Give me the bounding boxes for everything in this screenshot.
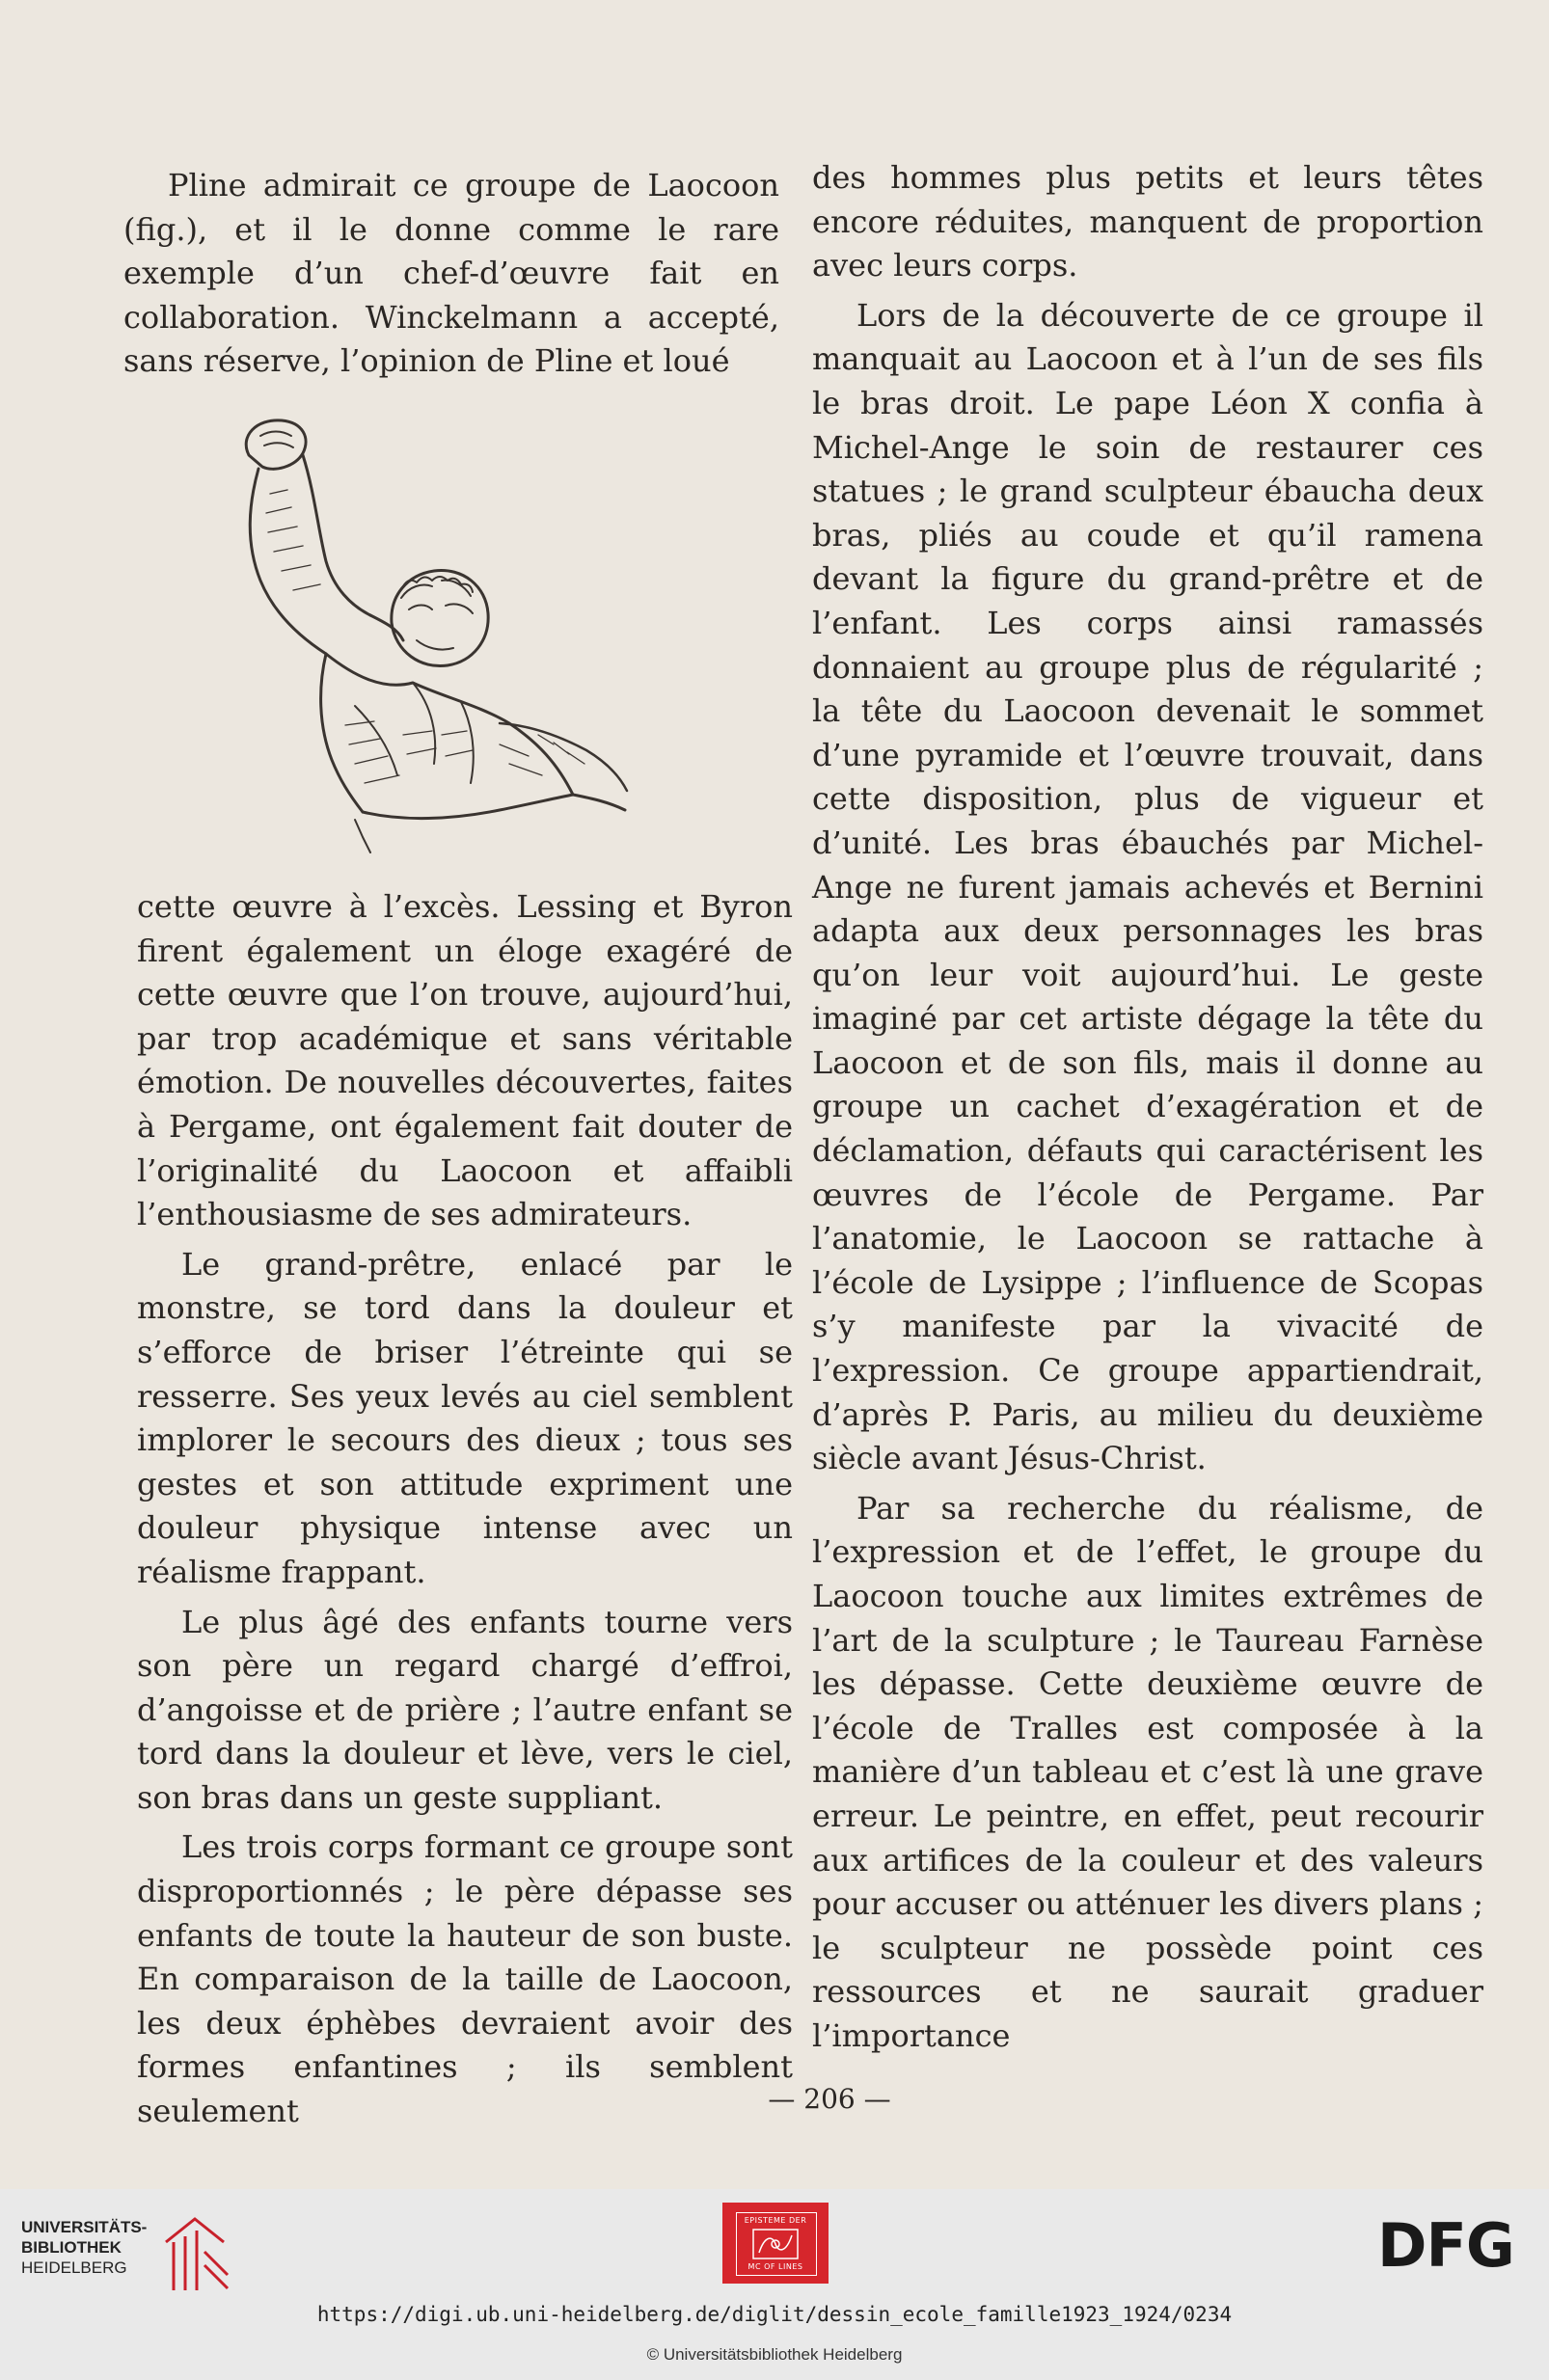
right-column [812, 156, 1483, 2059]
library-name-line: HEIDELBERG [21, 2258, 127, 2277]
left-column-bottom [137, 885, 793, 2134]
paragraph: des hommes plus petits et leurs têtes encore réduites, manquent de proportion avec leurs corps. [812, 159, 1483, 284]
page-number: — 206 — [768, 2083, 891, 2115]
university-library-logo[interactable] [21, 2213, 233, 2294]
laocoon-sculpture-illustration [210, 417, 700, 856]
project-logo[interactable] [722, 2203, 829, 2284]
library-name-line: BIBLIOTHEK [21, 2238, 122, 2257]
logo-caption-bottom: MC OF LINES [747, 2262, 803, 2271]
logo-emblem-icon [751, 2228, 800, 2260]
paragraph: Lors de la découverte de ce groupe il manquait au Laocoon et à l’un de ses fils le bras droit. Le pape Léon X confia à Michel-Ange le soin de restaurer ces statues ; le grand sculpteur ébaucha deux bras, pliés au coude et qu’il ramena devant la figure du grand-prêtre et de l’enfant. Les corps ainsi ramassés donnaient au groupe plus de régularité ; la tête du Laocoon devenait le sommet d’une pyramide et l’œuvre trouvait, dans cette disposition, plus de vigueur et d’unité. Les bras ébauchés par Michel-Ange ne furent jamais achevés et Bernini adapta aux deux personnages les bras qu’on leur voit aujourd’hui. Le geste imaginé par cet artiste dégage la tête du Laocoon et de son fils, mais il donne au groupe un cachet d’exagération et de déclamation, défauts qui caractérisent les œuvres de l’école de Pergame. Par l’anatomie, le Laocoon se rattache à l’école de Lysippe ; l’influence de Scopas s’y manifeste par la vivacité de l’expression. Ce groupe appartiendrait, d’après P. Paris, au milieu du deuxième siècle avant Jésus-Christ. [812, 296, 1483, 1477]
paragraph: Les trois corps formant ce groupe sont disproportionnés ; le père dépasse ses enfants de toute la hauteur de son buste. En comparaison de la taille de Laocoon, les deux éphèbes devraient avoir des formes enfantines ; ils semblent seulement [137, 1828, 793, 2130]
logo-caption-top: EPISTEME DER [744, 2216, 807, 2225]
left-column-top [123, 164, 779, 384]
dfg-logo[interactable]: DFG [1377, 2210, 1514, 2281]
library-name-line: UNIVERSITÄTS- [21, 2218, 148, 2236]
library-name [21, 2217, 147, 2278]
paragraph: Pline admirait ce groupe de Laocoon (fig.), et il le donne comme le rare exemple d’un chef-d’œuvre fait en collaboration. Winckelmann a accepté, sans réserve, l’opinion de Pline et loué [123, 167, 779, 380]
permalink-url[interactable]: https://digi.ub.uni-heidelberg.de/diglit/dessin_ecole_famille1923_1924/0234 [316, 2303, 1233, 2326]
paragraph: cette œuvre à l’excès. Lessing et Byron firent également un éloge exagéré de cette œuvre que l’on trouve, aujourd’hui, par trop académique et sans véritable émotion. De nouvelles découvertes, faites à Pergame, ont également fait douter de l’originalité du Laocoon et affaibli l’enthousiasme de ses admirateurs. [137, 888, 793, 1233]
paragraph: Le grand-prêtre, enlacé par le monstre, se tord dans la douleur et s’efforce de briser l’étreinte qui se resserre. Ses yeux levés au ciel semblent implorer le secours des dieux ; tous ses gestes et son attitude expriment une douleur physique intense avec un réalisme frappant. [137, 1245, 793, 1590]
copyright-notice: © Universitätsbibliothek Heidelberg [646, 2345, 903, 2364]
paragraph: Le plus âgé des enfants tourne vers son père un regard chargé d’effroi, d’angoisse et de prière ; l’autre enfant se tord dans la douleur et lève, vers le ciel, son bras dans un geste suppliant. [137, 1603, 793, 1816]
paragraph: Par sa recherche du réalisme, de l’expression et de l’effet, le groupe du Laocoon touche aux limites extrêmes de l’art de la sculpture ; le Taureau Farnèse les dépasse. Cette deuxième œuvre de l’école de Tralles est composée à la manière d’un tableau et c’est là une grave erreur. Le peintre, en effet, peut recourir aux artifices de la couleur et des valeurs pour accuser ou atténuer les divers plans ; le sculpteur ne possède point ces ressources et ne saurait graduer l’importance [812, 1489, 1483, 2054]
library-mark-icon [156, 2213, 233, 2294]
